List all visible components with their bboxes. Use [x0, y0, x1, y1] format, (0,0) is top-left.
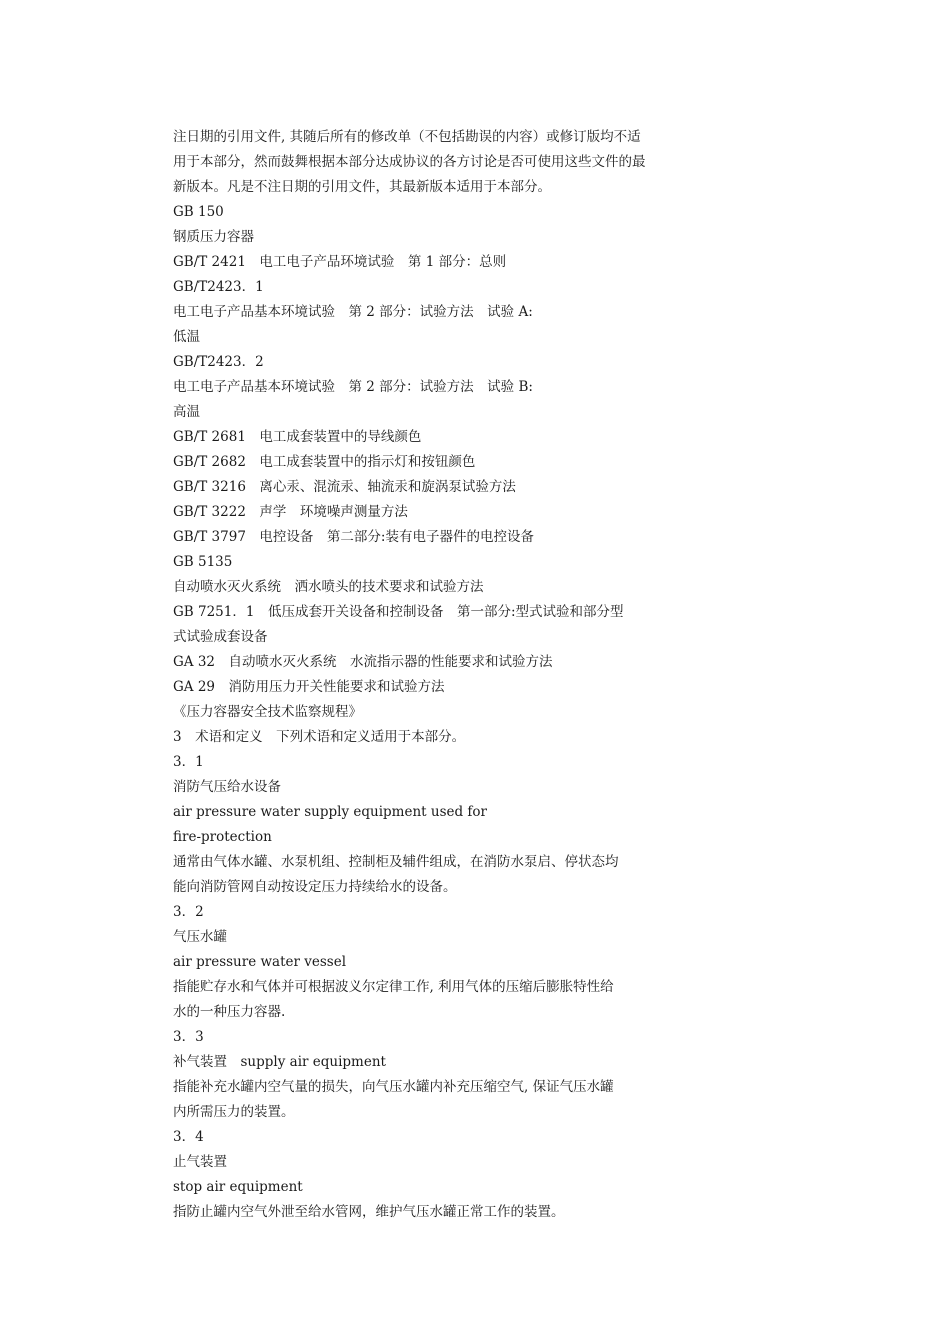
standard-reference: GB/T 3222 声学 环境噪声测量方法: [173, 504, 408, 520]
term-definition: 内所需压力的装置。: [173, 1104, 295, 1120]
term-definition: 指能贮存水和气体并可根据波义尔定律工作, 利用气体的压缩后膨胀特性给: [173, 979, 614, 995]
term-english: fire-protection: [173, 829, 272, 845]
term-definition: 指能补充水罐内空气量的损失，向气压水罐内补充压缩空气, 保证气压水罐: [173, 1079, 614, 1095]
standard-reference: GB/T 2682 电工成套装置中的指示灯和按钮颜色: [173, 454, 476, 470]
text-line: 注日期的引用文件, 其随后所有的修改单（不包括勘误的内容）或修订版均不适: [173, 129, 641, 145]
term-definition: 指防止罐内空气外泄至给水管网，维护气压水罐正常工作的装置。: [173, 1204, 565, 1220]
standard-code: GB 5135: [173, 554, 233, 570]
standard-reference: GB/T 2421 电工电子产品环境试验 第 1 部分：总则: [173, 254, 507, 270]
standard-title: 自动喷水灭火系统 洒水喷头的技术要求和试验方法: [173, 579, 484, 595]
standard-reference: GB/T 3797 电控设备 第二部分:装有电子器件的电控设备: [173, 529, 534, 545]
term-number: 3．3: [173, 1029, 204, 1045]
term-english: air pressure water vessel: [173, 954, 347, 970]
standard-reference: GA 29 消防用压力开关性能要求和试验方法: [173, 679, 445, 695]
standard-code: GB/T2423．1: [173, 279, 264, 295]
standard-reference: GB/T 3216 离心汞、混流汞、轴流汞和旋涡泵试验方法: [173, 479, 516, 495]
term-number: 3．2: [173, 904, 204, 920]
term-definition: 能向消防管网自动按设定压力持续给水的设备。: [173, 879, 457, 895]
term-definition: 通常由气体水罐、水泵机组、控制柜及辅件组成，在消防水泵启、停状态均: [173, 854, 619, 870]
standard-code: GB 150: [173, 204, 224, 220]
standard-title: 电工电子产品基本环境试验 第 2 部分：试验方法 试验 A:: [173, 304, 533, 320]
standard-title: 高温: [173, 404, 200, 420]
term-english: stop air equipment: [173, 1179, 303, 1195]
term-definition: 水的一种压力容器.: [173, 1004, 286, 1020]
standard-title: 低温: [173, 329, 200, 345]
standard-title: 电工电子产品基本环境试验 第 2 部分：试验方法 试验 B:: [173, 379, 533, 395]
text-line: 新版本。凡是不注日期的引用文件，其最新版本适用于本部分。: [173, 179, 551, 195]
standard-reference: GB 7251．1 低压成套开关设备和控制设备 第一部分:型式试验和部分型: [173, 604, 624, 620]
section-heading: 3 术语和定义 下列术语和定义适用于本部分。: [173, 729, 466, 745]
standard-title: 钢质压力容器: [173, 229, 254, 245]
term-name: 止气装置: [173, 1154, 227, 1170]
standard-reference: 《压力容器安全技术监察规程》: [173, 704, 362, 720]
standard-code: GB/T2423．2: [173, 354, 264, 370]
standard-reference: GB/T 2681 电工成套装置中的导线颜色: [173, 429, 422, 445]
term-number: 3．4: [173, 1129, 204, 1145]
document-page: [173, 125, 693, 1225]
term-name: 气压水罐: [173, 929, 227, 945]
term-english: air pressure water supply equipment used for: [173, 804, 487, 820]
text-line: 用于本部分，然而鼓舞根据本部分达成协议的各方讨论是否可使用这些文件的最: [173, 154, 646, 170]
standard-reference: GA 32 自动喷水灭火系统 水流指示器的性能要求和试验方法: [173, 654, 553, 670]
term-number: 3．1: [173, 754, 204, 770]
standard-title: 式试验成套设备: [173, 629, 268, 645]
term-name: 补气装置 supply air equipment: [173, 1054, 386, 1070]
term-name: 消防气压给水设备: [173, 779, 281, 795]
